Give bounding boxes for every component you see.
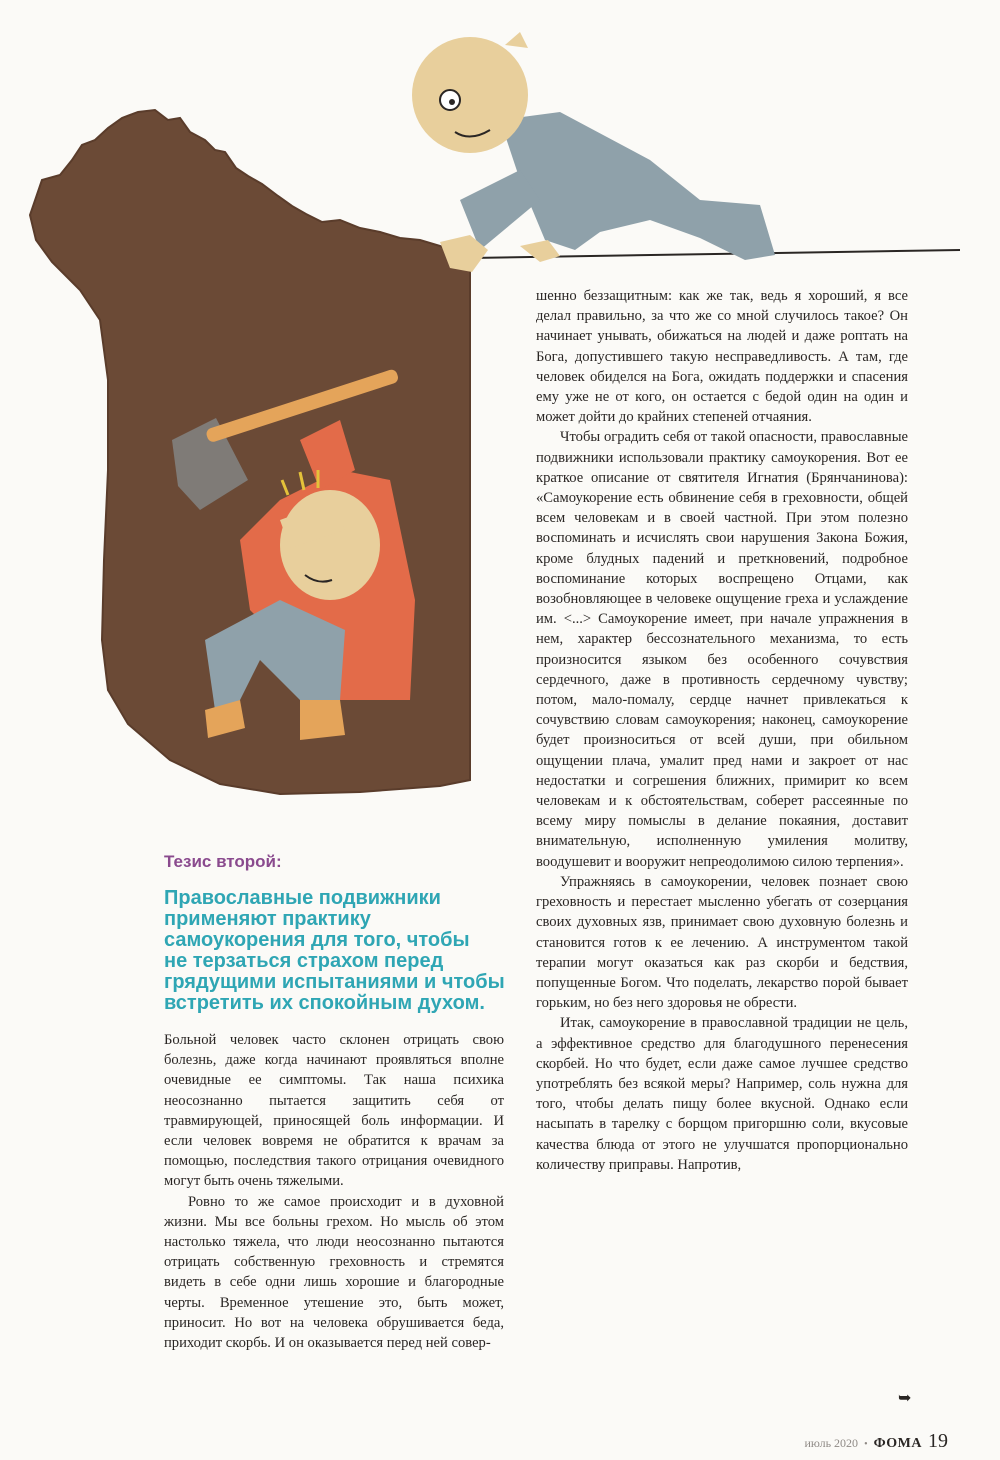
footer-separator: • <box>864 1439 868 1450</box>
thesis-line: встретить их спокойным духом. <box>164 992 485 1014</box>
thesis-line: применяют практику <box>164 908 371 930</box>
thesis-statement <box>164 888 514 1014</box>
issue-date: июль 2020 <box>804 1436 859 1450</box>
thesis-line: самоукорения для того, чтобы <box>164 929 470 951</box>
left-text-column <box>164 1030 504 1353</box>
right-paragraph-4: Итак, самоукорение в православной традиции не цель, а эффективное средство для благодушного перенесения скорбей. Но что будет, если даже самое лучшее средство употреблять без всякой меры? Например, соль нужна для того, чтобы делать пищу более вкусной. Однако если насыпать в тарелку с борщом пригоршню соли, вкусовые качества блюда от этого не улучшатся пропорционально количеству приправы. Напротив, <box>536 1015 908 1173</box>
magazine-name: ФОМА <box>873 1436 922 1451</box>
left-paragraph-2: Ровно то же самое происходит и в духовной жизни. Мы все больны грехом. Но мысль об этом настолько тяжела, что люди неосознанно пытаются отрицать собственную греховность и стремятся видеть в себе одни лишь хорошие и благородные черты. Временное утешение это, быть может, приносит. Но вот на человека обрушивается беда, приходит скорбь. И он оказывается перед ней совер- <box>164 1193 504 1352</box>
thesis-heading: Тезис второй: <box>164 852 282 871</box>
page-number: 19 <box>928 1430 948 1452</box>
right-text-column <box>536 286 908 1175</box>
thesis-line: Православные подвижники <box>164 887 441 909</box>
crawling-man-figure <box>412 32 775 272</box>
right-paragraph-3: Упражняясь в самоукорении, человек познает свою греховность и перестает мысленно убегать от созерцания своих духовных язв, принимает свою духовную болезнь и становится готов к ее лечению. А инструментом такой терапии могут оказаться как раз скорби и бедствия, попущенные Богом. Что поделать, лекарство порой бывает горьким, но без него здоровья не обрести. <box>536 873 908 1012</box>
left-paragraph-1: Больной человек часто склонен отрицать свою болезнь, даже когда начинают проявляться вполне очевидные ее симптомы. Так наша психика неосознанно пытается защитить себя от травмирующей, приносящей боль информации. И если человек вовремя не обратится к врачам за помощью, последствия такого отрицания очевидного могут быть очень тяжелыми. <box>164 1032 504 1190</box>
thesis-line: не терзаться страхом перед <box>164 950 444 972</box>
thesis-line: грядущими испытаниями и чтобы <box>164 971 505 993</box>
continue-arrow-icon: ➥ <box>898 1388 912 1407</box>
right-paragraph-1: шенно беззащитным: как же так, ведь я хороший, я все делал правильно, за что же со мной случилось такое? Он начинает унывать, обижаться на людей и даже роптать на Бога, допустившего такую несправедливость. А там, где человек обиделся на Бога, ожидать поддержки и спасения ему уже не от кого, он остается с бедой один на один и может дойти до крайних степеней отчаяния. <box>536 288 908 426</box>
page-footer <box>805 1430 949 1453</box>
right-paragraph-2: Чтобы оградить себя от такой опасности, православные подвижники использовали практику самоукорения. Вот ее краткое описание от святителя Игнатия (Брянчанинова): «Самоукорение есть обвинение себя в греховности, общей всем человекам и в своей частной. При этом полезно воспоминать и исчислять свои нарушения Закона Божия, кроме блудных падений и преткновений, подробное воспоминание которых воспрещено Отцами, как возобновляющее в человеке ощущение греха и услаждение им. <...> Самоукорение имеет, при начале упражнения в нем, характер бессознательного механизма, то есть произносится языком без особенного сочувствия сердечного, даже в противность сердечному чувству; потом, мало-помалу, сердце начнет привлекаться к сочувствию словам самоукорения; наконец, самоукорение будет произноситься от всей души, при обильном ощущении плача, умалит пред нами и закроет от нас недостатки и согрешения ближних, примирит ко всем человекам и к обстоятельствам, соберет рассеянные по всему миру помыслы в делание покаяния, доставит внимательную, исполненную умиления молитву, воодушевит и вооружит непреодолимою силою терпения». <box>536 429 908 870</box>
